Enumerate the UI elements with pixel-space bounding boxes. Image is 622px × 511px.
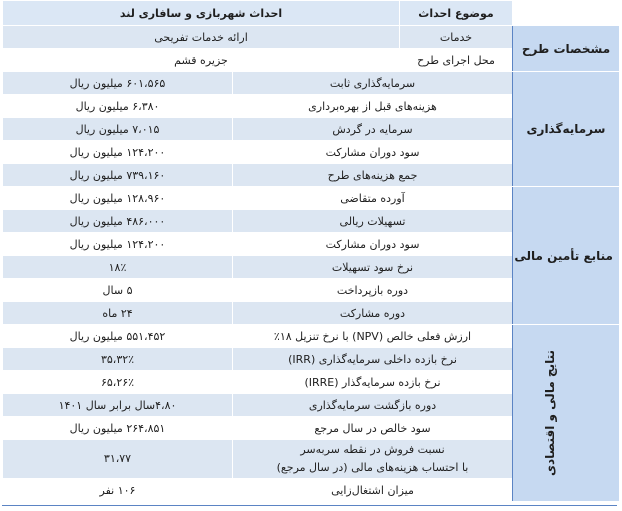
row-value: ۴۸۶،۰۰۰ میلیون ریال [3,210,233,233]
row-value: ۱۰۶ نفر [3,479,233,502]
row-label: نرخ سود تسهیلات [233,256,513,279]
row-label: نرخ بازده داخلی سرمایه‌گذاری (IRR) [233,348,513,371]
row-label: سود خالص در سال مرجع [233,417,513,440]
row-value: ۶۰۱،۵۶۵ میلیون ریال [3,72,233,95]
row-label: دوره مشارکت [233,302,513,325]
row-value: ۱۲۴،۲۰۰ میلیون ریال [3,233,233,256]
table-row [3,72,620,95]
row-label-line: با احتساب هزینه‌های مالی (در سال مرجع) [276,461,469,474]
row-label: خدمات [400,26,513,49]
row-label: محل اجرای طرح [400,49,513,72]
row-value: ۱۸٪ [3,256,233,279]
row-value: ۵ سال [3,279,233,302]
row-value: ۲۴ ماه [3,302,233,325]
row-value: ۳۱،۷۷ [3,440,233,479]
row-label: سرمایه در گردش [233,118,513,141]
row-label: نرخ بازده سرمایه‌گذار (IRRE) [233,371,513,394]
row-value: ۷۳۹،۱۶۰ میلیون ریال [3,164,233,187]
row-label-line: نسبت فروش در نقطه سربه‌سر [300,443,445,456]
row-label: جمع هزینه‌های طرح [233,164,513,187]
section-specs: مشخصات طرح [513,26,620,72]
table-row [3,187,620,210]
project-summary-table [2,0,620,502]
row-value: جزیره قشم [3,49,400,72]
header-row [3,1,620,26]
row-value: ۳۵،۳۲٪ [3,348,233,371]
section-funding: منابع تأمین مالی [513,187,620,325]
row-value: ۲۶۴،۸۵۱ میلیون ریال [3,417,233,440]
row-value: ۱۲۸،۹۶۰ میلیون ریال [3,187,233,210]
row-value: ارائه خدمات تفریحی [3,26,400,49]
row-label: میزان اشتغال‌زایی [233,479,513,502]
row-label: سود دوران مشارکت [233,233,513,256]
table-row [3,26,620,49]
row-label: سود دوران مشارکت [233,141,513,164]
header-spacer [513,1,620,26]
row-label: ارزش فعلی خالص (NPV) با نرخ تنزیل ۱۸٪ [233,325,513,348]
row-value: ۷،۰۱۵ میلیون ریال [3,118,233,141]
row-label: سرمایه‌گذاری ثابت [233,72,513,95]
row-label: دوره بازگشت سرمایه‌گذاری [233,394,513,417]
section-investment: سرمایه‌گذاری [513,72,620,187]
section-results [513,325,620,502]
header-topic: موضوع احداث [400,1,513,26]
row-label: تسهیلات ریالی [233,210,513,233]
row-value: ۴،۸۰سال برابر سال ۱۴۰۱ [3,394,233,417]
row-value: ۶،۳۸۰ میلیون ریال [3,95,233,118]
row-label: دوره بازپرداخت [233,279,513,302]
row-value: ۱۲۴،۲۰۰ میلیون ریال [3,141,233,164]
row-value: ۶۵،۲۶٪ [3,371,233,394]
section-results-label: نتایج مالی و اقتصادی [543,350,557,476]
row-label: هزینه‌های قبل از بهره‌برداری [233,95,513,118]
row-label: آورده متقاضی [233,187,513,210]
row-label [233,440,513,479]
header-title: احداث شهربازی و سافاری لند [3,1,400,26]
row-value: ۵۵۱،۴۵۲ میلیون ریال [3,325,233,348]
table-row [3,325,620,348]
